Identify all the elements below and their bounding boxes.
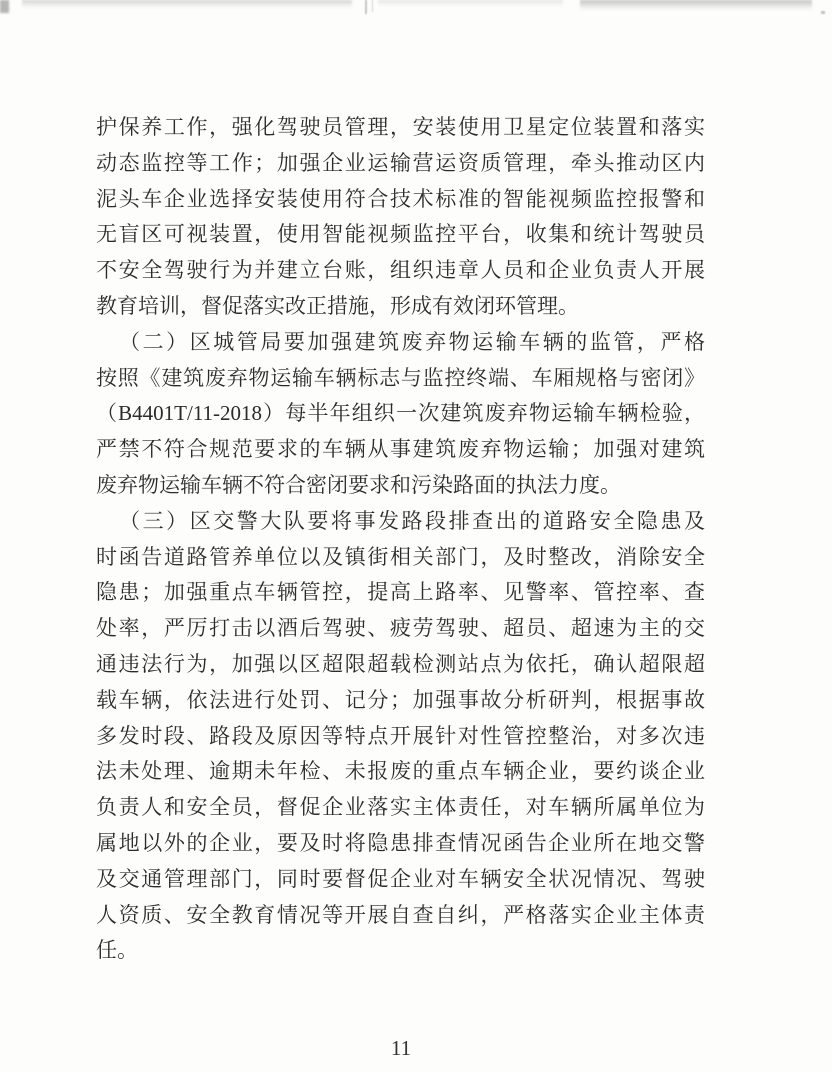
text-line: 载车辆，依法进行处罚、记分；加强事故分析研判，根据事故 xyxy=(96,687,705,712)
scan-artifact-vertical-tick-2 xyxy=(372,0,373,12)
text-line: 泥头车企业选择安装使用符合技术标准的智能视频监控报警和 xyxy=(96,186,705,211)
text-line: 及交通管理部门，同时要督促企业对车辆安全状况情况、驾驶 xyxy=(96,866,705,891)
text-line: （二）区城管局要加强建筑废弃物运输车辆的监管，严格 xyxy=(119,329,705,354)
text-line: 废弃物运输车辆不符合密闭要求和污染路面的执法力度。 xyxy=(96,472,621,497)
page-number: 11 xyxy=(390,1036,412,1060)
scan-artifact-corner-mark xyxy=(0,0,9,13)
scan-artifact-top-strip-middle xyxy=(378,0,563,7)
text-line: 处率，严厉打击以酒后驾驶、疲劳驾驶、超员、超速为主的交 xyxy=(96,616,705,641)
page-footer xyxy=(0,1036,832,1061)
text-line: 属地以外的企业，要及时将隐患排查情况函告企业所在地交警 xyxy=(96,830,705,855)
text-line: 通违法行为，加强以区超限超载检测站点为依托，确认超限超 xyxy=(96,651,705,676)
text-line: 动态监控等工作；加强企业运输营运资质管理，牵头推动区内 xyxy=(96,150,705,175)
text-line: 法未处理、逾期未年检、未报废的重点车辆企业，要约谈企业 xyxy=(96,759,705,784)
text-line: 严禁不符合规范要求的车辆从事建筑废弃物运输；加强对建筑 xyxy=(96,437,705,462)
text-line: 负责人和安全员，督促企业落实主体责任，对车辆所属单位为 xyxy=(96,795,705,820)
text-line: 教育培训，督促落实改正措施，形成有效闭环管理。 xyxy=(96,293,579,318)
text-line: 多发时段、路段及原因等特点开展针对性管控整治，对多次违 xyxy=(96,723,705,748)
scan-artifact-top-strip-left xyxy=(22,0,352,9)
text-line: 无盲区可视装置，使用智能视频监控平台，收集和统计驾驶员 xyxy=(96,222,705,247)
text-line: 时函告道路管养单位以及镇街相关部门，及时整改，消除安全 xyxy=(96,544,705,569)
text-line: 护保养工作，强化驾驶员管理，安装使用卫星定位装置和落实 xyxy=(96,115,705,139)
text-line: （三）区交警大队要将事发路段排查出的道路安全隐患及 xyxy=(119,508,705,533)
text-line: （B4401T/11-2018）每半年组织一次建筑废弃物运输车辆检验， xyxy=(96,401,705,426)
text-line: 隐患；加强重点车辆管控，提高上路率、见警率、管控率、查 xyxy=(96,580,705,605)
scan-artifact-vertical-tick-1 xyxy=(365,0,367,14)
text-line: 任。 xyxy=(96,938,138,963)
scan-artifact-speck xyxy=(821,11,825,14)
document-body xyxy=(96,110,705,969)
text-line: 人资质、安全教育情况等开展自查自纠，严格落实企业主体责 xyxy=(96,902,705,927)
text-line: 按照《建筑废弃物运输车辆标志与监控终端、车厢规格与密闭》 xyxy=(96,365,705,390)
text-line: 不安全驾驶行为并建立台账，组织违章人员和企业负责人开展 xyxy=(96,258,705,283)
scan-artifact-top-strip-right xyxy=(580,0,812,11)
